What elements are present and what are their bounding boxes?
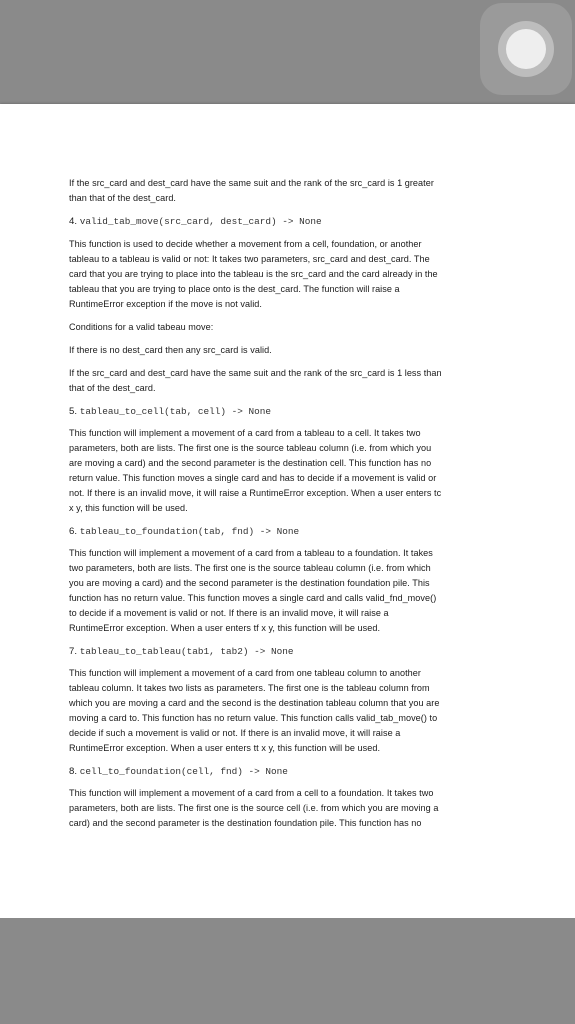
section-number: 6. xyxy=(69,526,78,537)
section-heading-6 xyxy=(69,524,509,539)
condition-line: that of the dest_card. xyxy=(69,383,156,393)
paragraph-line: return value. This function moves a single card and has to decide if a movement is valid or xyxy=(69,473,437,483)
paragraph-line: RuntimeError exception. When a user enters tf x y, this function will be used. xyxy=(69,623,381,633)
intro-line: If the src_card and dest_card have the same suit and the rank of the src_card is 1 greater xyxy=(69,178,434,188)
paragraph-line: decide if such a movement is valid or not. If there is an invalid move, it will raise a xyxy=(69,728,401,738)
paragraph-line: which you are moving a card and the second is the destination tableau column that you are xyxy=(69,698,440,708)
section-heading-5 xyxy=(69,404,509,419)
paragraph-line: moving a card to. This function has no return value. This function calls valid_tab_move() to xyxy=(69,713,438,723)
assistive-touch-button[interactable] xyxy=(480,3,572,95)
paragraph-line: two parameters, both are lists. The first one is the source tableau column (i.e. from which xyxy=(69,563,431,573)
viewer-top-background xyxy=(0,0,575,104)
paragraph-line: This function is used to decide whether a movement from a cell, foundation, or another xyxy=(69,239,422,249)
paragraph-line: not. If there is an invalid move, it will raise a RuntimeError exception. When a user enters tc xyxy=(69,488,442,498)
paragraph-line: parameters, both are lists. The first one is the source tableau column (i.e. from which you xyxy=(69,443,432,453)
paragraph-line: RuntimeError exception. When a user enters tt x y, this function will be used. xyxy=(69,743,381,753)
viewer-bottom-background xyxy=(0,918,575,1024)
paragraph-line: This function will implement a movement of a card from a tableau to a cell. It takes two xyxy=(69,428,421,438)
paragraph-line: x y, this function will be used. xyxy=(69,503,188,513)
document-page[interactable] xyxy=(0,104,575,918)
section-heading-4 xyxy=(69,214,509,229)
assistive-touch-core xyxy=(506,29,546,69)
paragraph-line: tableau column. It takes two lists as parameters. The first one is the tableau column from xyxy=(69,683,430,693)
paragraph-line: tableau that you are trying to place onto is the dest_card. The function will raise a xyxy=(69,284,400,294)
paragraph-line: This function will implement a movement of a card from one tableau column to another xyxy=(69,668,421,678)
paragraph-line: you are moving a card) and the second parameter is the destination foundation pile. This xyxy=(69,578,430,588)
paragraph-line: This function will implement a movement of a card from a cell to a foundation. It takes two xyxy=(69,788,434,798)
function-signature: tableau_to_cell(tab, cell) -> None xyxy=(79,406,271,417)
function-signature: tableau_to_foundation(tab, fnd) -> None xyxy=(79,526,300,537)
paragraph-line: RuntimeError exception if the move is not valid. xyxy=(69,299,262,309)
assistive-touch-icon xyxy=(498,21,554,77)
document-content xyxy=(69,176,509,831)
conditions-heading: Conditions for a valid tabeau move: xyxy=(69,322,214,332)
section-number: 7. xyxy=(69,646,78,657)
paragraph-line: This function will implement a movement of a card from a tableau to a foundation. It takes xyxy=(69,548,433,558)
function-signature: tableau_to_tableau(tab1, tab2) -> None xyxy=(79,646,294,657)
function-signature: valid_tab_move(src_card, dest_card) -> None xyxy=(79,216,322,227)
paragraph-line: card) and the second parameter is the destination foundation pile. This function has no xyxy=(69,818,422,828)
paragraph-line: function has no return value. This function moves a single card and calls valid_fnd_move() xyxy=(69,593,437,603)
section-heading-7 xyxy=(69,644,509,659)
section-number: 8. xyxy=(69,766,78,777)
section-heading-8 xyxy=(69,764,509,779)
section-number: 4. xyxy=(69,216,78,227)
paragraph-line: to decide if a movement is valid or not. If there is an invalid move, it will raise a xyxy=(69,608,389,618)
condition-line: If the src_card and dest_card have the same suit and the rank of the src_card is 1 less than xyxy=(69,368,442,378)
intro-line: than that of the dest_card. xyxy=(69,193,177,203)
paragraph-line: tableau to a tableau is valid or not: It takes two parameters, src_card and dest_card. The xyxy=(69,254,430,264)
paragraph-line: parameters, both are lists. The first one is the source cell (i.e. from which you are moving a xyxy=(69,803,439,813)
paragraph-line: are moving a card) and the second parameter is the destination cell. This function has no xyxy=(69,458,432,468)
paragraph-line: card that you are trying to place into the tableau is the src_card and the card already in the xyxy=(69,269,438,279)
function-signature: cell_to_foundation(cell, fnd) -> None xyxy=(79,766,288,777)
section-number: 5. xyxy=(69,406,78,417)
condition-line: If there is no dest_card then any src_card is valid. xyxy=(69,345,272,355)
